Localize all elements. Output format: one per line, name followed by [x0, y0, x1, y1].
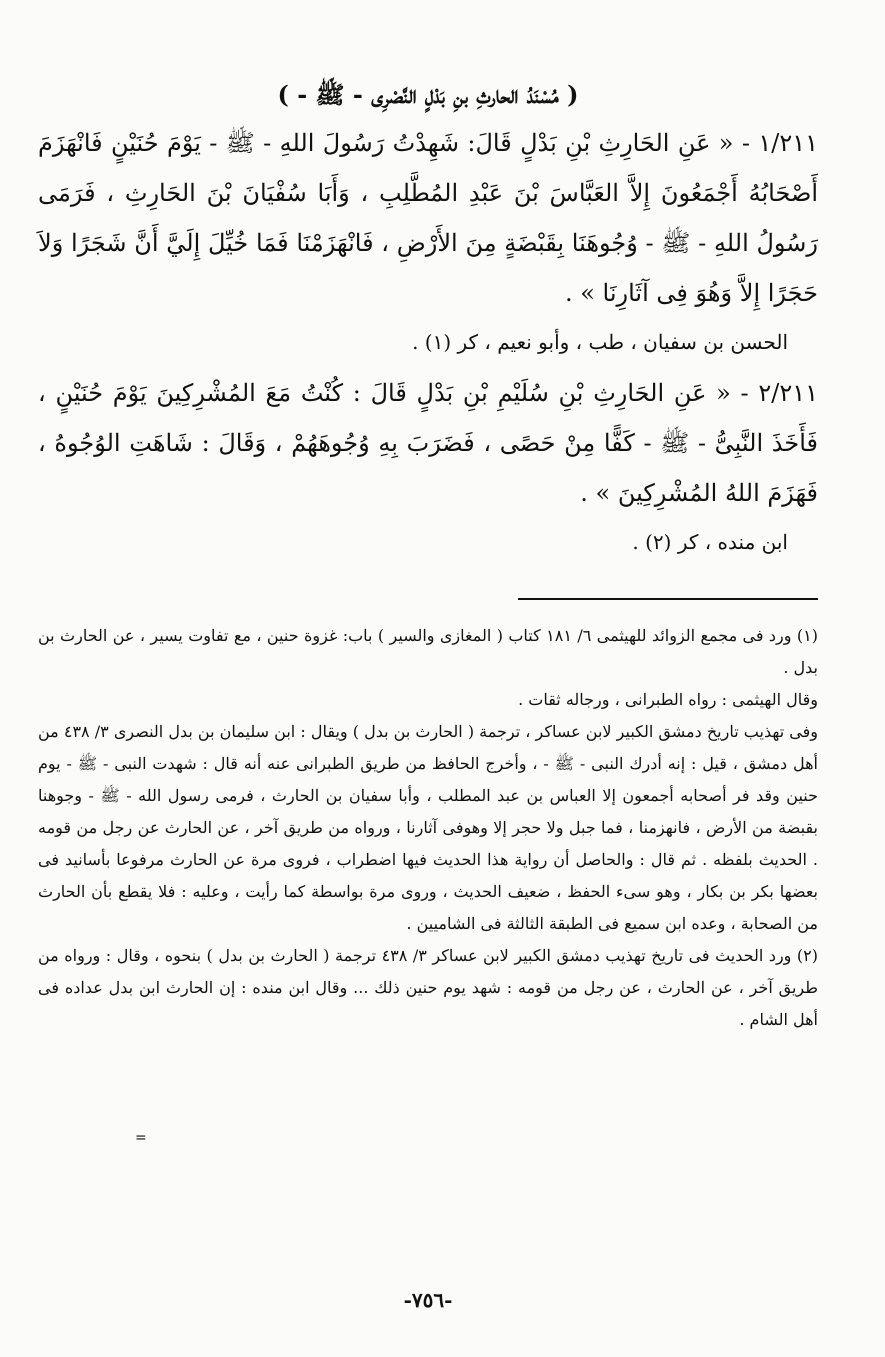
- hadith-source: ابن منده ، كر (٢) .: [632, 530, 788, 554]
- hadith-source: الحسن بن سفيان ، طب ، وأبو نعيم ، كر (١) .: [412, 330, 788, 354]
- hadith-text: ١/٢١١ - « عَنِ الحَارِثِ بْنِ بَدْلٍ قَالَ: شَهِدْتُ رَسُولَ اللهِ - ﷺ - يَوْمَ حُنَيْنٍ فَانْهَزَمَ أَصْحَابُهُ أَجْمَعُونَ إِلاَّ العَبَّاسَ بْنَ عَبْدِ المُطَّلِبِ ، وَأَبَا سُفْيَانَ بْنَ الحَارِثِ ، فَرَمَى رَسُولُ اللهِ - ﷺ - وُجُوهَنَا بِقَبْضَةٍ مِنَ الأَرْضِ ، فَانْهَزَمْنَا فَمَا خُيِّلَ إِلَيَّ أَنَّ شَجَرًا وَلاَ حَجَرًا إِلاَّ وَهُوَ فِى آثَارِنَا » .: [38, 129, 818, 307]
- page: [38, 78, 818, 1328]
- footnote-paragraph: (١) ورد فى مجمع الزوائد للهيثمى ٦/ ١٨١ كتاب ( المغازى والسير ) باب: غزوة حنين ، مع تفاوت يسير ، عن الحارث بن بدل .: [38, 626, 819, 677]
- footnote-paragraph: وفى تهذيب تاريخ دمشق الكبير لابن عساكر ، ترجمة ( الحارث بن بدل ) ويقال : ابن سليمان بن بدل النصرى ٣/ ٤٣٨ من أهل دمشق ، قيل : إنه أدرك النبى - ﷺ - ، وأخرج الحافظ من طريق الطبرانى عنه أنه قال : شهدت النبى - ﷺ - يوم حنين وقد فر أصحابه أجمعون إلا العباس بن عبد المطلب ، وأبا سفيان بن الحارث ، فرمى رسول الله - ﷺ - وجوهنا بقبضة من الأرض ، فانهزمنا ، فما جبل ولا حجر إلا وهوفى آثارنا ، ورواه من طريق آخر ، عن الحارث عن رجل من قومه . الحديث بلفظه . ثم قال : والحاصل أن رواية هذا الحديث فيها اضطراب ، فروى مرة عن الحارث مرفوعا بأسانيد فى بعضها بكر بن بكار ، وهو سىء الحفظ ، ضعيف الحديث ، وروى مرة بواسطة كما رأيت ، وعليه : فلا يقطع بأن الحارث من الصحابة ، وعده ابن سميع فى الطبقة الثالثة فى الشاميين .: [38, 722, 818, 933]
- footnote-paragraph: (٢) ورد الحديث فى تاريخ تهذيب دمشق الكبير لابن عساكر ٣/ ٤٣٨ ترجمة ( الحارث بن بدل ) بنحوه ، وقال : ورواه من طريق آخر ، عن الحارث ، عن رجل من قومه : شهد يوم حنين ذلك ... وقال ابن منده : إن الحارث ابن بدل عداده فى أهل الشام .: [38, 946, 818, 1029]
- section-title: ( مُسْنَدُ الحارثِ بنِ بَدْلٍ النَّصْرِى - ﷺ - ): [277, 80, 579, 109]
- page-number: -٧٥٦-: [403, 1288, 453, 1312]
- hadith-text: ٢/٢١١ - « عَنِ الحَارِثِ بْنِ سُلَيْمِ بْنِ بَدْلٍ قَالَ : كُنْتُ مَعَ المُشْرِكِينَ يَوْمَ حُنَيْنٍ ، فَأَخَذَ النَّبِىُّ - ﷺ - كَفًّا مِنْ حَصًى ، فَضَرَبَ بِهِ وُجُوهَهُمْ ، وَقَالَ : شَاهَتِ الوُجُوهُ ، فَهَزَمَ اللهُ المُشْرِكِينَ » .: [38, 379, 818, 507]
- footnote-paragraph: وقال الهيثمى : رواه الطبرانى ، ورجاله ثقات .: [518, 690, 818, 709]
- margin-mark: =: [135, 1130, 147, 1146]
- footnote-separator: [518, 598, 818, 600]
- footnotes: [38, 620, 818, 1036]
